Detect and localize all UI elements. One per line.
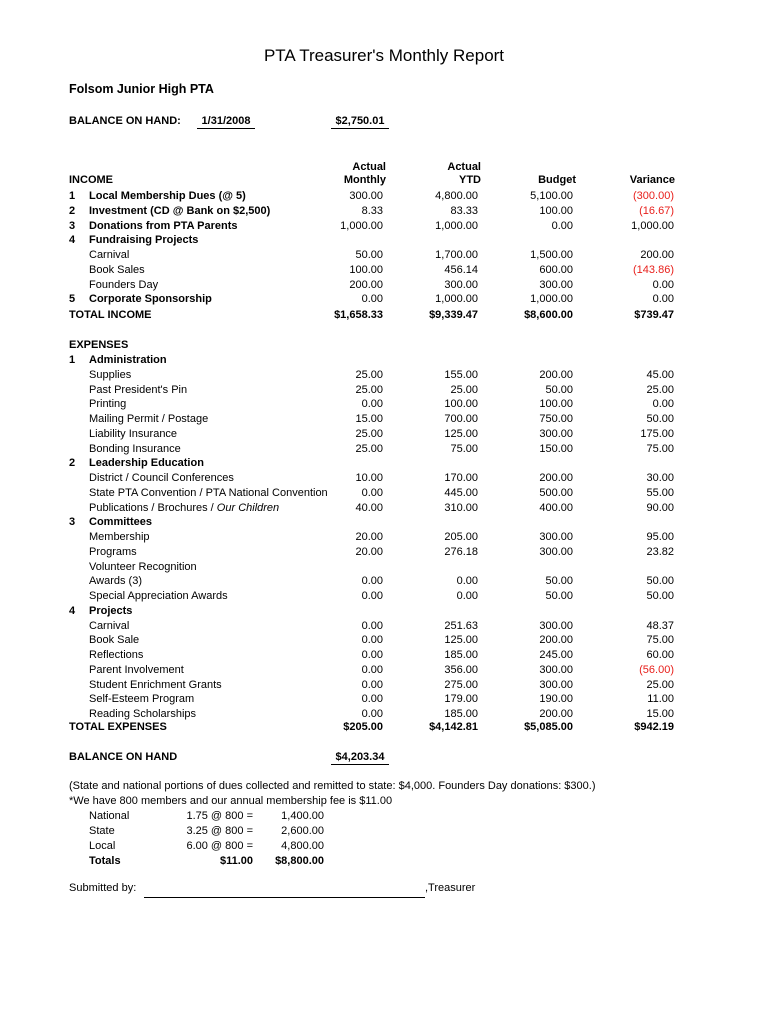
expenses-row	[0, 398, 768, 413]
row-label: Volunteer Recognition	[89, 560, 197, 573]
expenses-row	[0, 605, 768, 620]
variance-value: 95.00	[646, 531, 674, 543]
ytd-value: 310.00	[444, 501, 478, 514]
expenses-row	[0, 664, 768, 679]
variance-value: (300.00)	[633, 190, 674, 202]
income-heading: INCOME	[69, 174, 113, 186]
organization-name: Folsom Junior High PTA	[69, 82, 214, 96]
variance-value: 55.00	[646, 486, 674, 499]
balance-start-amount: $2,750.01	[331, 115, 389, 129]
variance-value: 25.00	[646, 383, 674, 396]
total-label: TOTAL INCOME	[69, 309, 152, 321]
ytd-value: 185.00	[444, 649, 478, 661]
monthly-value: 0.00	[361, 619, 383, 632]
row-label: Donations from PTA Parents	[89, 219, 238, 232]
variance-value: 1,000.00	[631, 219, 674, 232]
header-variance: Variance	[629, 174, 675, 186]
row-label: Corporate Sponsorship	[89, 293, 212, 306]
income-total-row	[0, 309, 768, 324]
total-label: TOTAL EXPENSES	[69, 721, 167, 733]
balance-end-amount: $4,203.34	[331, 751, 389, 765]
expenses-row	[0, 531, 768, 546]
monthly-value: 50.00	[355, 249, 383, 261]
monthly-value: 0.00	[361, 649, 383, 661]
budget-value: 5,100.00	[530, 190, 573, 202]
fee-name: Local	[89, 840, 116, 852]
income-row	[0, 190, 768, 205]
row-label: State PTA Convention / PTA National Convention	[89, 486, 328, 499]
fee-name: Totals	[89, 855, 121, 867]
variance-value: 45.00	[646, 368, 674, 381]
ytd-value: 170.00	[444, 472, 478, 484]
ytd-value: 0.00	[456, 575, 478, 588]
ytd-value: 4,800.00	[435, 190, 478, 202]
row-number: 5	[69, 293, 76, 306]
fee-total: 2,600.00	[281, 825, 324, 837]
row-label: Mailing Permit / Postage	[89, 413, 209, 425]
variance-value: 25.00	[646, 678, 674, 691]
variance-value: 60.00	[646, 649, 674, 661]
budget-value: 300.00	[539, 531, 573, 543]
row-label: Liability Insurance	[89, 427, 178, 440]
variance-value: 50.00	[646, 575, 674, 588]
row-label: Projects	[89, 604, 133, 617]
row-label: Committees	[89, 516, 152, 529]
balance-start-date: 1/31/2008	[197, 115, 255, 129]
header-ytd: YTD	[459, 174, 481, 186]
row-number: 3	[69, 219, 76, 232]
budget-value: 300.00	[539, 619, 573, 632]
fee-calc: $11.00	[219, 855, 253, 867]
total-ytd: $9,339.47	[429, 309, 478, 321]
monthly-value: 25.00	[355, 427, 383, 440]
fee-row	[0, 840, 768, 855]
expenses-row	[0, 620, 768, 635]
variance-value: 15.00	[646, 708, 674, 720]
monthly-value: 0.00	[361, 708, 383, 720]
row-label: Leadership Education	[89, 457, 204, 470]
variance-value: 48.37	[646, 619, 674, 632]
ytd-value: 300.00	[444, 278, 478, 291]
row-label: Printing	[89, 398, 127, 411]
expenses-row	[0, 369, 768, 384]
total-budget: $8,600.00	[524, 309, 573, 321]
ytd-value: 125.00	[444, 634, 478, 647]
monthly-value: 0.00	[361, 678, 383, 691]
expenses-row	[0, 679, 768, 694]
variance-value: (143.86)	[633, 263, 674, 276]
variance-value: 11.00	[647, 693, 674, 706]
income-row	[0, 293, 768, 308]
note-remitted: (State and national portions of dues collected and remitted to state: $4,000. Founders Day donations: $300.)	[69, 780, 596, 792]
monthly-value: 300.00	[349, 190, 383, 202]
ytd-value: 205.00	[444, 531, 478, 543]
header-monthly: Monthly	[343, 174, 386, 186]
row-label: Carnival	[89, 249, 130, 261]
row-number: 2	[69, 457, 76, 470]
submitted-by-label: Submitted by:	[69, 882, 137, 894]
ytd-value: 125.00	[444, 427, 478, 440]
ytd-value: 276.18	[444, 545, 478, 558]
row-number: 4	[69, 604, 76, 617]
row-label: Past President's Pin	[89, 383, 188, 396]
row-number: 3	[69, 516, 76, 529]
ytd-value: 700.00	[444, 413, 478, 425]
row-label: Special Appreciation Awards	[89, 590, 228, 602]
row-label: Membership	[89, 531, 150, 543]
variance-value: 90.00	[646, 501, 674, 514]
fee-calc: 3.25 @ 800 =	[186, 825, 253, 837]
expenses-row	[0, 428, 768, 443]
ytd-value: 185.00	[444, 708, 478, 720]
fee-calc: 6.00 @ 800 =	[186, 840, 253, 852]
ytd-value: 356.00	[444, 663, 478, 676]
row-label: Investment (CD @ Bank on $2,500)	[89, 204, 271, 217]
budget-value: 150.00	[539, 442, 573, 455]
ytd-value: 275.00	[444, 678, 478, 691]
ytd-value: 0.00	[456, 590, 478, 602]
monthly-value: 0.00	[361, 634, 383, 647]
monthly-value: 200.00	[349, 278, 383, 291]
row-label: Supplies	[89, 368, 132, 381]
monthly-value: 8.33	[361, 204, 383, 217]
expenses-row	[0, 575, 768, 590]
budget-value: 400.00	[539, 501, 573, 514]
monthly-value: 0.00	[361, 293, 383, 306]
row-label: Bonding Insurance	[89, 442, 181, 455]
monthly-value: 100.00	[349, 263, 383, 276]
expenses-row	[0, 561, 768, 576]
monthly-value: 0.00	[361, 575, 383, 588]
report-title: PTA Treasurer's Monthly Report	[263, 46, 505, 65]
ytd-value: 179.00	[444, 693, 478, 706]
ytd-value: 456.14	[444, 263, 478, 276]
budget-value: 750.00	[539, 413, 573, 425]
monthly-value: 15.00	[355, 413, 383, 425]
row-label: Carnival	[89, 619, 130, 632]
row-label: Parent Involvement	[89, 663, 184, 676]
budget-value: 300.00	[539, 663, 573, 676]
budget-value: 100.00	[539, 398, 573, 411]
fee-total: 1,400.00	[281, 810, 324, 822]
budget-value: 1,500.00	[530, 249, 573, 261]
monthly-value: 0.00	[361, 590, 383, 602]
ytd-value: 1,000.00	[435, 219, 478, 232]
row-label: District / Council Conferences	[89, 472, 234, 484]
fee-row	[0, 825, 768, 840]
note-members: *We have 800 members and our annual membership fee is $11.00	[69, 795, 393, 807]
expenses-row	[0, 649, 768, 664]
budget-value: 300.00	[539, 278, 573, 291]
row-label: Administration	[89, 354, 167, 366]
monthly-value: 25.00	[355, 368, 383, 381]
monthly-value: 1,000.00	[340, 219, 383, 232]
budget-value: 50.00	[545, 575, 573, 588]
income-row	[0, 234, 768, 249]
variance-value: 200.00	[640, 249, 674, 261]
fee-row	[0, 855, 768, 870]
variance-value: (16.67)	[639, 204, 674, 217]
expenses-row	[0, 634, 768, 649]
budget-value: 100.00	[539, 204, 573, 217]
fee-total: 4,800.00	[281, 840, 324, 852]
budget-value: 300.00	[539, 678, 573, 691]
income-row	[0, 279, 768, 294]
row-number: 4	[69, 234, 76, 247]
monthly-value: 0.00	[361, 486, 383, 499]
ytd-value: 100.00	[444, 398, 478, 411]
variance-value: (56.00)	[639, 663, 674, 676]
expenses-row	[0, 516, 768, 531]
expenses-row	[0, 693, 768, 708]
monthly-value: 25.00	[355, 383, 383, 396]
total-variance: $739.47	[634, 309, 674, 321]
row-number: 1	[69, 354, 76, 366]
expenses-row	[0, 590, 768, 605]
balance-start-label: BALANCE ON HAND:	[69, 115, 181, 127]
expenses-row	[0, 546, 768, 561]
income-row	[0, 249, 768, 264]
row-number: 1	[69, 190, 76, 202]
variance-value: 75.00	[646, 634, 674, 647]
row-label: Student Enrichment Grants	[89, 678, 222, 691]
expenses-row	[0, 413, 768, 428]
row-label: Programs	[89, 545, 137, 558]
budget-value: 0.00	[551, 219, 573, 232]
income-row	[0, 264, 768, 279]
header-monthly-top: Actual	[352, 161, 386, 173]
expenses-heading: EXPENSES	[69, 339, 129, 351]
monthly-value: 0.00	[361, 693, 383, 706]
header-budget: Budget	[538, 174, 576, 186]
ytd-value: 155.00	[444, 368, 478, 381]
total-monthly: $205.00	[343, 721, 383, 733]
total-variance: $942.19	[634, 721, 674, 733]
expenses-row	[0, 384, 768, 399]
variance-value: 50.00	[646, 590, 674, 602]
row-label: Self-Esteem Program	[89, 693, 195, 706]
ytd-value: 1,700.00	[435, 249, 478, 261]
row-label: Publications / Brochures / Our Children	[89, 501, 280, 514]
variance-value: 0.00	[652, 278, 674, 291]
total-monthly: $1,658.33	[334, 309, 383, 321]
budget-value: 200.00	[539, 708, 573, 720]
header-ytd-top: Actual	[447, 161, 481, 173]
treasurer-suffix: ,Treasurer	[425, 882, 476, 894]
row-label: Reading Scholarships	[89, 708, 197, 720]
budget-value: 1,000.00	[530, 293, 573, 306]
expenses-total-row	[0, 721, 768, 736]
expenses-row	[0, 502, 768, 517]
budget-value: 50.00	[545, 590, 573, 602]
budget-value: 600.00	[539, 263, 573, 276]
monthly-value: 25.00	[355, 442, 383, 455]
monthly-value: 20.00	[355, 531, 383, 543]
variance-value: 75.00	[646, 442, 674, 455]
variance-value: 0.00	[652, 293, 674, 306]
budget-value: 200.00	[539, 368, 573, 381]
row-label: Book Sale	[89, 634, 140, 647]
fee-row	[0, 810, 768, 825]
row-label: Fundraising Projects	[89, 234, 199, 247]
ytd-value: 25.00	[450, 383, 478, 396]
fee-calc: 1.75 @ 800 =	[186, 810, 253, 822]
row-label: Founders Day	[89, 278, 159, 291]
budget-value: 245.00	[539, 649, 573, 661]
expenses-row	[0, 487, 768, 502]
monthly-value: 40.00	[355, 501, 383, 514]
expenses-row	[0, 457, 768, 472]
variance-value: 0.00	[652, 398, 674, 411]
fee-name: National	[89, 810, 130, 822]
row-label: Reflections	[89, 649, 144, 661]
expenses-row	[0, 354, 768, 369]
total-budget: $5,085.00	[524, 721, 573, 733]
fee-name: State	[89, 825, 115, 837]
income-row	[0, 220, 768, 235]
monthly-value: 10.00	[355, 472, 383, 484]
ytd-value: 1,000.00	[435, 293, 478, 306]
total-ytd: $4,142.81	[429, 721, 478, 733]
row-number: 2	[69, 204, 76, 217]
row-label: Book Sales	[89, 263, 145, 276]
row-label: Awards (3)	[89, 575, 142, 588]
income-row	[0, 205, 768, 220]
budget-value: 200.00	[539, 472, 573, 484]
budget-value: 300.00	[539, 545, 573, 558]
row-label: Local Membership Dues (@ 5)	[89, 190, 246, 202]
variance-value: 23.82	[646, 545, 674, 558]
expenses-row	[0, 443, 768, 458]
signature-line[interactable]	[144, 897, 425, 898]
monthly-value: 0.00	[361, 398, 383, 411]
variance-value: 50.00	[646, 413, 674, 425]
budget-value: 300.00	[539, 427, 573, 440]
budget-value: 200.00	[539, 634, 573, 647]
budget-value: 190.00	[539, 693, 573, 706]
expenses-row	[0, 472, 768, 487]
ytd-value: 75.00	[450, 442, 478, 455]
ytd-value: 445.00	[444, 486, 478, 499]
variance-value: 175.00	[640, 427, 674, 440]
variance-value: 30.00	[646, 472, 674, 484]
budget-value: 500.00	[539, 486, 573, 499]
budget-value: 50.00	[545, 383, 573, 396]
ytd-value: 83.33	[450, 204, 478, 217]
fee-total: $8,800.00	[275, 855, 324, 867]
monthly-value: 0.00	[361, 663, 383, 676]
ytd-value: 251.63	[444, 619, 478, 632]
monthly-value: 20.00	[355, 545, 383, 558]
balance-end-label: BALANCE ON HAND	[69, 751, 178, 763]
